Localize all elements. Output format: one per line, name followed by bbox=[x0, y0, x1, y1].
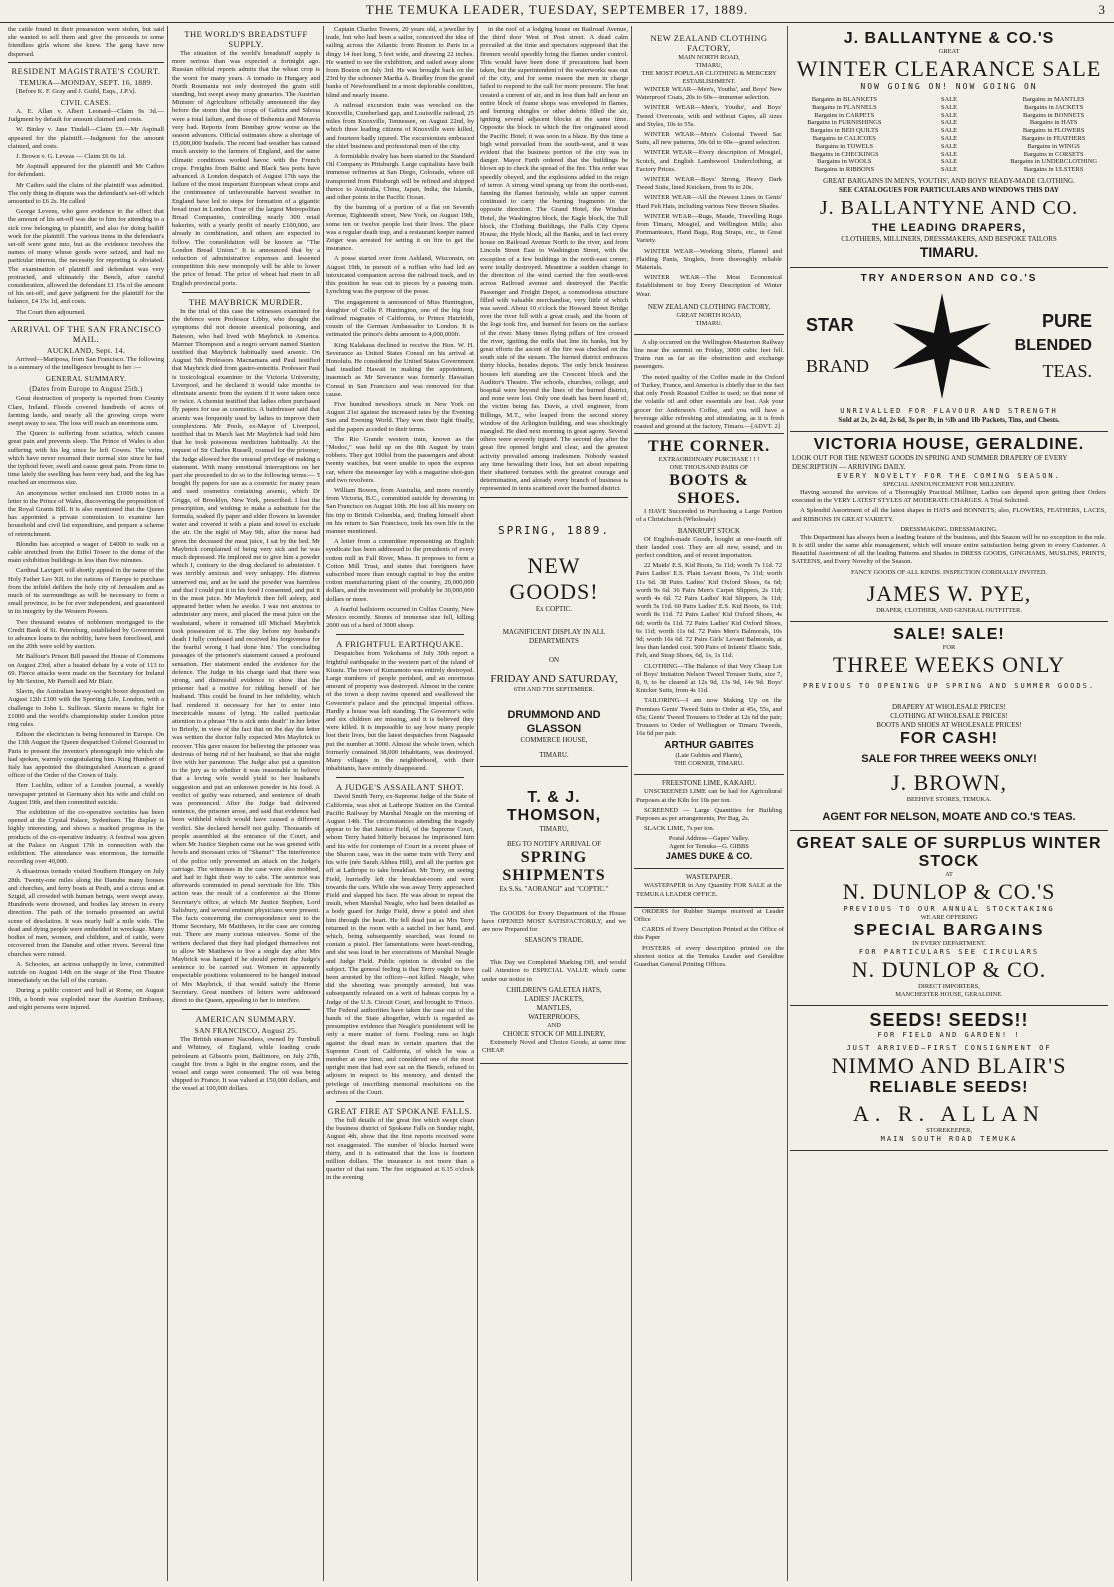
ad-text: SALE FOR THREE WEEKS ONLY! bbox=[861, 752, 1037, 765]
ad-text: Of English-made Goods, bought at one-fourth off their landed cost. They are all new, sound, and in perfect condition, and of recent importation. bbox=[636, 535, 782, 559]
dateline: TEMUKA—MONDAY, SEPT. 16, 1889. bbox=[19, 77, 153, 87]
ad-name: N. DUNLOP & CO. bbox=[851, 956, 1047, 982]
article-text: A slip occurred on the Wellington-Masterton Railway line near the summit on Friday, 3000 cubic feet fell. Trains run as far as the obstruction and exchange passengers. bbox=[634, 338, 784, 371]
ad-headline: THREE WEEKS ONLY bbox=[832, 651, 1066, 677]
ad-text: UNRIVALLED FOR FLAVOUR AND STRENGTH bbox=[840, 406, 1058, 415]
ad-text: 6TH AND 7TH SEPTEMBER. bbox=[513, 685, 595, 693]
bargain-list bbox=[792, 96, 1106, 174]
ad-text: IN EVERY DEPARTMENT. bbox=[912, 939, 986, 947]
ad-text: MAGNIFICENT DISPLAY IN ALL DEPARTMENTS bbox=[502, 627, 606, 645]
ad-headline: FRIDAY AND SATURDAY, bbox=[490, 672, 618, 685]
ad-text: PREVIOUS TO OPENING UP SPRING AND SUMMER GOODS. bbox=[802, 681, 1096, 690]
the-corner-ad bbox=[634, 433, 784, 775]
nz-clothing-ad bbox=[634, 26, 784, 335]
sale-label: SALE bbox=[940, 142, 958, 150]
ad-text: THE CORNER, TIMARU. bbox=[674, 760, 744, 768]
article-text: Blondin has accepted a wager of £4000 to walk on a cable stretched from the Eiffel Tower to the dome of the main exhibition buildings in less than five minutes. bbox=[8, 540, 164, 565]
thomson-spring-ad bbox=[480, 767, 628, 1065]
bargain-item-right: Bargains in CORSETS bbox=[1023, 150, 1084, 158]
article-text: A railroad excursion train was wrecked on the Knoxville, Cumberland gap, and Louisville railroad, 25 miles from Knoxville, Tennessee, on August 22nd, by which three leading citizens of Knoxville were killed, and fourteen badly injured. The excursionists embraced the chief business and professional men of the city. bbox=[326, 101, 474, 150]
article-text: A fearful hailstorm occurred in Colfax County, New Mexico recently. Stones of immense size fell, killing 2000 out of a herd of 3000 sheep. bbox=[326, 605, 474, 630]
ad-text: WINTER WEAR—The Most Economical Establishment to buy Every Description of Winter Wear. bbox=[636, 274, 782, 298]
column-2 bbox=[172, 26, 320, 1581]
ad-text: 22 Maids' E.S. Kid Boots, 5s 11d; worth 7s 11d. 72 Pairs Ladies' E.S. Plain Levant Boots, 7s 11d; worth 11s 6d. 38 Pairs Ladies' Kid Oxford Shoes, 6s 6d; worth 9s 6d. 36 Pairs Men's Carpet Slippers, 2s 11d; worth 4s 6d. 72 Pairs Ladies' Kid Slippers, 3s 11d; worth 5s 11d. 60 Pairs Ladies' E.S. Kid Boots, 6s 11d; worth 8s 11d. 72 Pairs Ladies' Kid Oxford Shoes, 4s 6d; worth 6s 11d. 72 Pairs Ladies' Kid Oxford Shoes, 6s 11d; worth 11s 6d. 72 Pairs Men's Balmorals, 10s 9d; worth 16s 6d. 72 Pairs Girls' Levant Balmorals, at less than landed cost. 500 Pairs of Infants' Elastic Side, Felt, and Strap Shoes, 6d, 1s, 1s 11d. bbox=[636, 562, 782, 660]
column-5 bbox=[634, 26, 784, 1581]
ad-text: Agent for Temuka—G. GIBBS bbox=[669, 843, 749, 851]
article-heading: RESIDENT MAGISTRATE'S COURT. bbox=[11, 65, 161, 76]
article-text: By the burning of a portion of a flat on Seventh Avenue, Eighteenth street, New York, on August 19th, some ten or twelve people lost their lives. The place was a regular death trap, and a restaurant keeper named Zeiger was arrested for setting it on fire to get the insurance. bbox=[326, 204, 474, 253]
ad-text: SLACK LIME, 7s per ton. bbox=[644, 825, 715, 833]
column-4 bbox=[480, 26, 628, 1581]
ad-text: AND bbox=[547, 1021, 561, 1029]
ad-text: TIMARU, bbox=[695, 62, 723, 69]
ad-text: SCREENED — Large Quantities for Building Purposes as per arrangements, Per Bag, 2s. bbox=[636, 806, 782, 822]
article-text: A disastrous tornado visited Southern Hungary on July 28th. Twenty-one miles along the Danube many houses and churches, and ferry boats at Pesth, and a circus and at Szigid, all crowded with human beings, were swept away. Hundreds were drowned, and bodies lay strewn in every direction. The path of the tornado presented an awful scene of desolation. It was nearly half a mile wide. The dead and dying people were embedded in wreckage. Many bodies of men, women, and children, and of cattle, were recovered from the Danube and other rivers. Several fine churches were ruined. bbox=[8, 868, 164, 958]
bargain-item-left: Bargains in FURNISHINGS bbox=[807, 119, 882, 127]
ad-text: CLOTHING—The Balance of that Very Cheap Lot of Boys' Imitation Nelson Tweed Trouser Suits, size 7, 8, 9, to be cleared at 12s 9d, 13s 9d, 14s 9d. Boys' Knicker Suits, from 4s 11d. bbox=[636, 662, 782, 695]
section-note: (Dates from Europe to August 25th.) bbox=[29, 385, 143, 394]
sale-label: SALE bbox=[940, 166, 958, 174]
ad-text: (Late Gubites and Plante), bbox=[675, 752, 743, 760]
ad-text: BEG TO NOTIFY ARRIVAL OF bbox=[507, 839, 601, 848]
column-rule bbox=[167, 26, 168, 1581]
ad-text: DRESSMAKING. DRESSMAKING. bbox=[900, 525, 998, 533]
article-text: Edison the electrician is being honoured in Europe. On the 13th August the Queen despatched Colonel Gouraud to Paris to present the inventor's phonograph into which she had spoken, warmly congratulating him. King Humbert of Italy has appointed the distinguished American a grand officer of the Order of the Crown of Italy. bbox=[8, 731, 164, 780]
bargain-item-right: Bargains in FLOWERS bbox=[1022, 127, 1085, 135]
ad-text: WINTER WEAR—Boys' Strong, Heavy Dark Tweed Suits, lined Knickers, from 9s to 20s. bbox=[636, 176, 782, 192]
ad-name: FREESTONE LIME, KAKAHU. bbox=[662, 779, 756, 788]
bargain-item-left: Bargains in RIBBONS bbox=[814, 166, 875, 174]
ad-text: FANCY GOODS OF ALL KINDS. INSPECTION CORDIALLY INVITED. bbox=[850, 568, 1048, 576]
article-text: A posse started over from Ashland, Wisconsin, on August 19th, in pursuit of a ruffian who had led an intoxicated companion across the railroad track, and in this position he was cut to pieces by a passing train. Lynching was the purpose of the posse. bbox=[326, 255, 474, 296]
section-heading: GENERAL SUMMARY. bbox=[45, 374, 127, 384]
ad-banner: SPRING, 1889. bbox=[497, 523, 611, 537]
article-text: Herr Lochlin, editor of a London journal, a weekly newspaper printed in Germany shot his wife and child on August 19th, and then committed suicide. bbox=[8, 782, 164, 806]
article-text: The exhibition of the co-operative societies has been opened at the Crystal Palace, Sydenham. The display is highly interesting, and shows a marked progress in the products of the co-operative industry. A festival was given at the Palace on August 17th in connection with the exhibition. The attendance was enormous, the turnstile recording over 40,000. bbox=[8, 809, 164, 866]
ad-name: NIMMO AND BLAIR'S bbox=[831, 1052, 1067, 1078]
dateline: SAN FRANCISCO, August 25. bbox=[194, 1026, 298, 1036]
bargain-item-right: Bargains in FEATHERS bbox=[1021, 134, 1086, 142]
masthead bbox=[0, 0, 1114, 23]
ad-text: The GOODS for Every Department of the House have OPENED MOST SATISFACTORILY, and we are now Prepared for bbox=[482, 909, 626, 933]
bargain-item-left: Bargains in TOWELS bbox=[815, 142, 874, 150]
article-text: King Kalakaua declined to receive the Hon. W. H. Severance as United States Consul on his arrival at Honolulu. He considered the United States Government had insulted Hawaii in making the appointment, inasmuch as Mr Severance was formerly Hawaiian Consul in San Francisco and was removed for that cause. bbox=[326, 341, 474, 398]
ad-text: STAR bbox=[806, 314, 854, 335]
ad-text: WINTER WEAR—All the Newest Lines in Gents' Hard Felt Hats, including various New Brown Shades. bbox=[636, 194, 782, 210]
ad-text: FOR bbox=[942, 643, 956, 651]
ad-text: MAIN SOUTH ROAD TEMUKA bbox=[880, 1134, 1018, 1143]
article-text: During a public concert and ball at Rome, on August 19th, a bomb was exploded near the Austrian Embassy, and eight persons were injured. bbox=[8, 987, 164, 1011]
bargain-item-right: Bargains in ULSTERS bbox=[1023, 166, 1084, 174]
ad-text: TIMARU, bbox=[539, 824, 569, 833]
victoria-house-ad bbox=[790, 432, 1108, 622]
article-text: The full details of the great fire which swept clean the business district of Spokane Falls on Sunday night, August 4th, show that the first reports received were not exaggerated. The number of blocks burned were thirty, and it is estimated that the loss is fourteen million dollars. The insurance is not more than a quarter of that sum. The fire originated at 6.15 o'clock in the evening bbox=[326, 1116, 474, 1182]
article-text: The British steamer Nacodees, owned by Turnbull and Whitney, of England, while loading crude petroleum at Gibson's point, Baltimore, on July 27th, caught fire from a light in the engine room, and the vessel and cargo were consumed. The oil was being shipped to France. It was valued at 150,000 dollars, and the vessel at 100,000 dollars. bbox=[172, 1036, 320, 1093]
lime-ad bbox=[634, 775, 784, 869]
bargain-item-left: Bargains in FLANNELS bbox=[812, 103, 877, 111]
ad-name: J. BROWN, bbox=[891, 769, 1007, 795]
ad-text: TEAS. bbox=[1042, 360, 1092, 381]
article-heading: THE WORLD'S BREADSTUFF SUPPLY. bbox=[184, 29, 308, 49]
sale-label: SALE bbox=[940, 150, 958, 158]
ad-name: THE CORNER. bbox=[647, 438, 771, 456]
seeds-ad bbox=[790, 1006, 1108, 1151]
ad-text: ON bbox=[548, 655, 560, 664]
article-text: David Smith Terry, ex-Supreme Judge of the State of California, was shot at Lathrope Station on the Central Pacific Railway by Marshal Neagle on the morning of August 14th. The circumstances attending the tragedy appear to be that Justice Field, of the Supreme Court, whom Terry hated bitterly because he imprisoned him and his wife for contempt of Court in a recent phase of the Sharon case, was in the same train with Terry and his wife (née Sarah Althea Hill), and all the parties got off at Lathrope to take breakfast. Mr Terry, on seeing Field, hurriedly left the breakfast-room and went towards the cars. While she was away Terry approached Field and slapped his face. He was about to repeat the insult, when Marshal Neagle, who had been detailed as a body guard for Judge Field, drew a pistol and shot him through the heart. He fell dead just as Mrs Terry returned to the room with a satchel in her hand, and which, being subsequently searched, was found to contain a pistol. Her lamentations were heart-rending, and she was loud in her execrations of Marshal Neagle and Judge Field. Public opinion is divided on the subject. The general feeling is that Terry ought to have been arrested by the officer—not killed. Neagle, who did the shooting was promptly arrested, but was subsequently released on a writ of habeas corpus by a Judge of the U.S. Circuit Court, and brought to 'Frisco. The Federal authorities have taken the case out of the hands of the State altogether, which is regarded as presumptive evidence that Neagle's punishment will be only a mere matter of form. Feeling runs so high against the dead man in certain quarters that the Supreme Court of California, of which he was a member at one time, and considered one of the most upright men that had ever sat on the Bench, refused to adjourn in respect to his memory, and denied the privilege of inscribing memorial resolutions on the archives of the Court. bbox=[326, 793, 474, 1096]
ad-text: PREVIOUS TO OUR ANNUAL STOCKTAKING bbox=[843, 904, 1055, 913]
article-text: A letter from a committee representing an English syndicate has been addressed to the presidents of every cotton mill in Fall River, Mass. It proposes to form a Cotton Mill Trust, and states that foreigners have subscribed more than enough capital to buy the entire cotton manufacturing plant of the country, 20,000,000 dollars, and the investment will probably be 30,000,000 dollars or more. bbox=[326, 538, 474, 603]
ad-text: LOOK OUT FOR THE NEWEST GOODS IN SPRING AND SUMMER DRAPERY OF EVERY DESCRIPTION — ARRIVING DAILY. bbox=[792, 453, 1068, 471]
ad-headline: FOR CASH! bbox=[900, 729, 998, 747]
ad-text: DRAPER, CLOTHIER, AND GENERAL OUTFITTER. bbox=[876, 606, 1022, 614]
ad-text: WINTER WEAR—Every description of Mosgiel, Scotch, and English Lambswool Underclothing, at Factory Prices. bbox=[636, 149, 782, 173]
wastepaper-ad bbox=[634, 869, 784, 907]
dateline: AUCKLAND, Sept. 14. bbox=[47, 345, 125, 355]
ad-name: NEW ZEALAND CLOTHING FACTORY, bbox=[650, 33, 768, 53]
anderson-tea-ad bbox=[790, 268, 1108, 432]
ad-headline: GREAT SALE OF SURPLUS WINTER STOCK bbox=[796, 834, 1102, 870]
ad-name: J. BALLANTYNE AND CO. bbox=[819, 196, 1079, 219]
ad-text: EXTRAORDINARY PURCHASE ! ! ! bbox=[658, 456, 760, 464]
ad-text: ONE THOUSAND PAIRS OF bbox=[669, 464, 749, 472]
article-text: Arrived—Mariposa, from San Francisco. The following is a summary of the intelligence brought to her :— bbox=[8, 355, 164, 372]
column-3 bbox=[326, 26, 474, 1581]
sale-label: SALE bbox=[940, 158, 958, 166]
ad-text: TAILORING—I am now Making Up on the Premises Gents' Tweed Suits to Order at 45s, 55s, and 65s; Gents' Tweed Trousers to Order at 12s 6d the pair; Trousers to Order of Wellington or Timaru Tweeds, 16s 6d per pair. bbox=[636, 697, 782, 738]
ad-text: GREAT bbox=[938, 48, 960, 55]
bargain-item-right: Bargains in HATS bbox=[1029, 119, 1078, 127]
ad-headline: SALE! SALE! bbox=[893, 625, 1005, 643]
ad-headline: RELIABLE SEEDS! bbox=[869, 1078, 1029, 1096]
section-heading: CIVIL CASES. bbox=[60, 98, 112, 108]
ad-headline: SPRING SHIPMENTS bbox=[502, 848, 606, 884]
ad-text: GREAT BARGAINS IN MEN'S, YOUTHS', AND BOYS' READY-MADE CLOTHING. bbox=[823, 176, 1075, 185]
masthead-title: THE TEMUKA LEADER, TUESDAY, SEPTEMBER 17, 1889. bbox=[365, 2, 749, 17]
article-text: J. Brown v. G. Leveas — Claim £6 0s 1d. bbox=[16, 153, 127, 161]
ad-text: WINTER WEAR—Rugs, Maude, Travelling Rugs from Timaru, Mosgiel, and Wellington Mills; also Portmanteaux, Hand Bags, Rug Straps, etc., in Great Variety. bbox=[636, 212, 782, 245]
sale-label: SALE bbox=[940, 96, 958, 103]
ad-text: FOR FIELD AND GARDEN! ! bbox=[877, 1030, 1021, 1039]
article-text: Mr Balfour's Prison Bill passed the House of Commons on August 23rd, after a heated debate by a vote of 113 to 69. Fierce attacks were made on the Secretary for Ireland by Mr Sexton, Mr Parnell and Mr Blair. bbox=[8, 653, 164, 685]
dunlop-ad bbox=[790, 831, 1108, 1006]
bargain-item-right: Bargains in UNDERCLOTHING bbox=[1010, 158, 1098, 166]
ad-headline: SEEDS! SEEDS!! bbox=[869, 1009, 1029, 1030]
ad-name: J. BALLANTYNE & CO.'S bbox=[843, 30, 1055, 47]
tea-star-row bbox=[792, 285, 1106, 407]
ad-text: SEASON'S TRADE. bbox=[524, 936, 584, 945]
bargain-item-left: Bargains in CARPETS bbox=[814, 111, 875, 119]
article-text: The Queen is suffering from sciatica, which causes great pain and prevents sleep. The Prince of Wales is also suffering with his leg since he left Cowes. The veins, which have never resumed their normal size since he had the typhoid fever, swell and cause great pain. From time to time lately the swelling has been very bad, and the leg has reached an enormous size. bbox=[8, 430, 164, 487]
notice-text: POSTERS of every description printed on the shortest notice at the Temuka Leader and Geraldine Guardian General Printing Offices. bbox=[634, 944, 784, 969]
ad-text: GREAT NORTH ROAD, bbox=[676, 311, 742, 319]
column-rule bbox=[323, 26, 324, 1581]
ad-name: JAMES W. PYE, bbox=[866, 580, 1032, 606]
article-text: [Before K. F. Gray and J. Guild, Esqs., J.P.'s]. bbox=[16, 87, 137, 95]
sale-label: SALE bbox=[940, 127, 958, 135]
ad-text: Ex COPTIC. bbox=[535, 604, 573, 613]
ad-name: N. DUNLOP & CO.'S bbox=[842, 878, 1056, 904]
drummond-glasson-ad bbox=[480, 501, 628, 767]
ad-name: ARTHUR GABITES bbox=[664, 740, 754, 752]
ad-text: MANCHESTER HOUSE, GERALDINE. bbox=[895, 990, 1003, 998]
ad-text: DRAPERY AT WHOLESALE PRICES! bbox=[891, 702, 1007, 711]
bargain-item-left: Bargains in WOOLS bbox=[817, 158, 872, 166]
ad-text: JUST ARRIVED—FIRST CONSIGNMENT OF bbox=[846, 1043, 1052, 1052]
article-text: Captain Charles Towers, 20 years old, a jeweller by trade, but who had been a sailor, conceived the idea of sailing across the Atlantic from Boston to Paris in a dingy 14 feet long, 5 feet wide, and drawing 22 inches. He wanted to see the exhibition, and sailed away alone from Boston on July 3rd. He was brought back on the 23rd by the schooner Martha A. Bradley from the grand banks of Newfoundland in a most deplorable condition, blind and nearly insane. bbox=[326, 26, 474, 99]
ad-text: STOREKEEPER, bbox=[926, 1126, 972, 1134]
column-rule bbox=[787, 26, 788, 1581]
ad-text: BRAND bbox=[806, 355, 870, 376]
ad-text: WINTER WEAR—Working Shirts, Flannel and Plaiding Pants, Singlets, from thoroughly reliable Materials. bbox=[636, 247, 782, 272]
sale-label: SALE bbox=[940, 111, 958, 119]
bargain-item-left: Bargains in CALICOES bbox=[812, 134, 876, 142]
column-rule bbox=[631, 26, 632, 1581]
notice-text: ORDERS for Rubber Stamps received at Leader Office bbox=[634, 907, 784, 924]
ballantyne-ad bbox=[790, 26, 1108, 268]
star-logo-icon bbox=[887, 291, 997, 401]
article-heading: ARRIVAL OF THE SAN FRANCISCO MAIL. bbox=[10, 323, 162, 344]
ad-text: BEEHIVE STORES, TEMUKA. bbox=[906, 795, 992, 803]
ad-text: TIMARU. bbox=[695, 319, 723, 327]
ad-headline: WINTER CLEARANCE SALE bbox=[796, 56, 1102, 81]
bargain-item-right: Bargains in BONNETS bbox=[1023, 111, 1085, 119]
article-text: A. E. Allan v. Albert Leonard—Claim 9s 3d.—Judgment by default for amount claimed and costs. bbox=[8, 108, 164, 124]
article-text: Mr Cathro said the claim of the plaintiff was admitted. The only thing in dispute was the defendant's set-off which amounted to £6 2s. He called bbox=[8, 181, 164, 206]
ad-text: LADIES' JACKETS, bbox=[524, 994, 584, 1003]
ad-text: I HAVE Succeeded in Purchasing a Large Portion of a Christchurch (Wholesale) bbox=[636, 508, 782, 524]
article-text: Mr Aspinall appeared for the plaintiff and Mr Cathro for defendant. bbox=[8, 163, 164, 179]
ad-name: NEW ZEALAND CLOTHING FACTORY, bbox=[647, 302, 771, 311]
ad-text: TRY ANDERSON AND CO.'S bbox=[860, 272, 1038, 284]
bargain-item-left: Bargains in CHECKINGS bbox=[810, 150, 879, 158]
article-heading: THE MAYBRICK MURDER. bbox=[188, 296, 304, 307]
column-6 bbox=[790, 26, 1108, 1581]
ad-text: WINTER WEAR—Men's, Youths', and Boys' New Waterproof Coats, 20s to 60s—immense selection. bbox=[636, 86, 782, 102]
article-text: Two thousand estates of noblemen mortgaged to the Credit Bank of St. Petersburg, established by Government to advance loans to the nobility, have been foreclosed, and on the 20th were sold by auction. bbox=[8, 618, 164, 651]
ad-text: Having secured the services of a Thoroughly Practical Milliner, Ladies can depend upon getting their Orders executed in the VERY LATEST STYLES AT MODERATE CHARGES. A Trial Solicited. bbox=[792, 488, 1106, 505]
ad-name: VICTORIA HOUSE, GERALDINE. bbox=[813, 435, 1085, 453]
ad-text: SEE CATALOGUES FOR PARTICULARS AND WINDOWS THIS DAY bbox=[839, 185, 1059, 194]
article-text: William Bowen, from Australia, and more recently from Victoria, B.C., committed suicide by drowning in San Francisco on August 10th. He lost all his money on his trip to British Columbia, and, finding himself short on his return to San Francisco, took his own life in the manner mentioned. bbox=[326, 486, 474, 535]
ad-name: DRUMMOND AND GLASSON bbox=[507, 708, 601, 735]
ad-text: WE ARE OFFERING bbox=[920, 913, 978, 921]
ad-text: WATERPROOFS, bbox=[528, 1012, 580, 1021]
page-number: 3 bbox=[1098, 2, 1106, 17]
notice-text: CARDS of Every Description Printed at the Office of this Paper bbox=[634, 926, 784, 942]
ad-text: This Day we Completed Marking Off, and would call Attention to ESPECIAL VALUE which came under our notice in bbox=[482, 959, 626, 983]
article-text: George Levens, who gave evidence to the effect that the amount of his set-off was due to him for attending to a sick cow belonging to plaintiff, and also for doing bailiff work for the plaintiff. The various items in the defendant's set-off were gone into, but as the evidence involves the names of many whose goods were seized, and had no particular interest, the necessity for reporting is obviated. The examination of plaintiff and defendant was very protracted, and ultimately the Bench, after careful consideration, allowed the defendant £1 15s of the amount of his set-off, and gave judgment for the plaintiff for the balance, £4 15s 1d, and costs. bbox=[8, 208, 164, 306]
ad-name: JAMES DUKE & CO. bbox=[665, 851, 753, 862]
ad-text: Extremely Novel and Choice Goods, at same time CHEAP. bbox=[482, 1038, 626, 1054]
ad-name: A. R. ALLAN bbox=[853, 1100, 1045, 1126]
article-text: A formidable rivalry has been started to the Standard Oil Company in Pittsburgh. Large capitalists have built immense refineries at San Diego, Colorado, where oil transported from Pittsburgh will be refined and shipped thence to Australia, China, Japan, India, the Islands, and other points in the Pacific Ocean. bbox=[326, 153, 474, 202]
ad-text: Postal Address—Gapes' Valley. bbox=[668, 835, 750, 843]
column-1 bbox=[8, 26, 164, 1581]
ad-text: SPECIAL ANNOUNCEMENT FOR MILLINERY. bbox=[883, 480, 1015, 488]
article-text: In the trial of this case the witnesses examined for the defence were Professor Libby, who thought the symptoms did not denote arsenical poisoning, and Bateson, who had lived with Maybrick in America. Marmer Thompson and a negro servant named Stanton testified that Maybrick habitually used arsenic. On August 5th Professors Macnamara and Paul testified that Maybrick died from gastro-enteritis. Professor Paul is toxicological examiner in the Victoria University, Liverpool, and he declared it would take months to eliminate arsenic from the system if it were taken once or twice. A chemist testified that ladies often purchased fly papers for use as cosmetics. A hairdresser said that arsenic was frequently used by ladies to improve their complexions. Mr Pools, ex-Mayor of Liverpool, testified that in March last Mr Maybrick had told him that he took poisonous medicines habitually. At the request of Sir Charles Russell, counsel for the prisoner, the Judge allowed her the unusual privilege of making a statement. With many emotional interruptions on her part she proceeded to do so to the following terms:— 'I bought fly papers for use as a cosmetic for many years and used cosmetics containing arsenic, which Dr Griggs, of Brooklyn, New York, prescribed. I lost the prescription, and wishing to make a substitute for the formula, soaked fly paper and elder flowers in lavender water and covered it with a plate and towel to exclude the air. On the night of May 9th, after the nurse had given the deceased the meat juice, I sat by the bed. Mr Maybrick complained of being very sick and he was much depressed. He implored me to give him a powder which I, contrary to the drug declared to administer. I was terribly anxious and very unhappy. His distress unnerved me, and as he said the powder was harmless and that I could put it in his food I consented, and put it in the meat juice. Mr Maybrick then fell asleep, and appeared better when he awoke. I was not anxious to administer any more, and placed the meat juice on the washstand, where it remained till Michael Maybrick took possession of it. The day before my husband's death I fully confessed and received his forgiveness for the fearful wrong I had done him.' The concluding passages of the prisoner's statement caused a profound sensation. Her statement ended the evidence for the defence. The Judge in his charge said that there was strong, and distressful evidence to show that the prisoner had a motive for ridding herself of her husband. This could be found in her infidelity, which had rendered it necessary for her to enter into inextricable means of lying. He called particular attention to a phrase "He is sick unto death" in her letter to Brierly, in view of the fact that on the day the letter was written the doctor fully expected Mrs Maybrick to recover. This gave reason for believing the prisoner was desirous of being rid of her husband, so that she might live with her paramour. The Judge also put a question to the jury as to whether it was reasonable to believe that a loving wife would yield to her husband's suggestion and put an unknown powder in his food. A verdict of guilty was returned, and sentence of death was pronounced. After the Judge had delivered sentence, the prisoner arose, and said that evidence had been withheld which would have caused a different verdict. She declared herself not guilty. Thousands of people assembled at the entrance of the Court, and when Mr Justice Stephen came out he was greeted with howls and incessant cries of "Shame!" The interference of the police only prevented an attack on the Judge's carriage. The witnesses in the case were also mobbed, and had to fight their way to cabs. The sentence was afterwards commuted to penal servitude for life. This action was the result of a conference at the Home Secretary's office, at which Mr Justice Stephen, Lord Salisbury, and several eminent physicians were present. The facts concerning the correspondence sent to the Home Secretary, Mr Matthews, in the case are coming out. There are many curious missives. Some of the writers declared that they had pledged themselves not to allow Mr Matthews to live a single day after Mrs Maybrick was hanged if he should permit the Judge's sentence to be carried out. Women in apparently respectable positions volunteered to be hanged instead of Mrs Maybrick, if that would satisfy the Home Secretary. Great numbers of letters were addressed direct to the Queen, appealing to her to interfere. bbox=[172, 307, 320, 1004]
bargain-item-right: Bargains in JACKETS bbox=[1024, 103, 1084, 111]
article-heading: A JUDGE'S ASSAILANT SHOT. bbox=[335, 782, 464, 793]
ad-text: WINTER WEAR—Men's, Youths', and Boys' Tweed Overcoats, with and without Capes, all sizes and Styles, 10s to 55s. bbox=[636, 104, 782, 128]
ad-text: AGENT FOR NELSON, MOATE AND CO.'S TEAS. bbox=[822, 810, 1076, 823]
bargain-item-left: Bargains in BLANKETS bbox=[811, 96, 877, 103]
article-heading: GREAT FIRE AT SPOKANE FALLS. bbox=[327, 1105, 473, 1116]
article-text: The situation of the world's breadstuff supply is more serious than was expected a fortnight ago. Russian official reports admits that the wheat crop is the worst for many years. A tornado in Hungary and North Roumania not only destroyed the grain still standing, but swept away many granaries. The Austrian Minister of Agriculture officially announced the day before the storm that the crops of Galicia and Silesia were a total failure, and those of Bohemia and Moravia very bad. Reports from Bombay grow worse as the season advances. Official estimates show a shortage of 15,000,000 bushels. The recent bad weather has caused much anxiety to the farmers of England, and the same climatic conditions worked havoc with the French crops. Freights from Baltic and Black Sea ports have advanced. A London despatch of August 17th says the failure of the most important European wheat crops and the continuance of unfavourable harvest weather in England have led to steps for formation of a gigantic bread trust in London. Four of the largest Metropolitan Bread Companies, controlling nearly 300 retail bakeries, with a yearly profit of nearly £100,000, are already in combination, and others are expected to follow. The consolidation will be known as "The London Bread Union." It is announced that by a reduction of administrative expenses and lessened competition this new monopoly will be able to lower the price of bread. The price of wheat had risen in all English provincial ports. bbox=[172, 50, 320, 287]
ad-text: CLOTHIERS, MILLINERS, DRESSMAKERS, AND BESPOKE TAILORS bbox=[841, 234, 1057, 243]
ad-text: CLOTHING AT WHOLESALE PRICES! bbox=[890, 711, 1008, 720]
article-text: An anonymous writer enclosed ten £1000 notes in a letter to the Prince of Wales, discovering the proposition of the Royal Grants Bill. It is also mentioned that the Queen has appointed a private commission to examine her household and civil list expenditure, and prepare a scheme of retrenchment. bbox=[8, 489, 164, 538]
article-text: A. Schootes, an actress unhappily in love, committed suicide on August 14th on the stage of the First Theatre immediately on the fall of the curtain. bbox=[8, 960, 164, 985]
article-text: The Court then adjourned. bbox=[16, 308, 86, 316]
ad-text: CHOICE STOCK OF MILLINERY, bbox=[502, 1029, 606, 1038]
ad-text: This Department has always been a leading feature of the business, and this Season will be no exception to the rule. It is still under the same able management, which will ensure entire satisfaction being given to every Customer. A Beautiful Assortment of all the leading Patterns and Shades in DRESS GOODS, GINGHAMS, MUSLINS, PRINTS, SATEENS, and Every Novelty of the Season. bbox=[792, 533, 1106, 566]
article-text: the cattle found in their possession were stolen, but said she wanted to sell them and give the proceeds to some friendless girls whom she knew. The gang have now dispersed. bbox=[8, 26, 164, 58]
article-text: The Rio Grande western train, known as the "Modoc," was held up on the 8th August by train robbers. They got 100lol from the passengers and about twenty watches, but were unable to open the express car, where the messenger lay with a magazine shot-gun and two revolvers. bbox=[326, 435, 474, 484]
article-text: The noted quality of the Coffee made in the Oxford of Turkey, France, and America is chiefly due to the fact that only Fresh Roasted Coffee is used; so that none of the volatile oil and other essentials are lost. Ask your grocer for Anderson's Coffee, and you will have a beverage alike refreshing and stimulating, as it is fresh roasted and ground at the factory, Timaru.—[ADVT. 2] bbox=[634, 373, 784, 430]
ad-text: Ex S.Ss. "AORANGI" and "COPTIC." bbox=[499, 884, 609, 893]
article-heading: A FRIGHTFUL EARTHQUAKE. bbox=[336, 639, 464, 650]
ad-text: EVERY NOVELTY FOR THE COMING SEASON. bbox=[837, 471, 1061, 480]
ad-text: THE LEADING DRAPERS, bbox=[871, 221, 1027, 234]
ad-text: A Splendid Assortment of all the latest shapes in HATS and BONNETS; also, FLOWERS, FEATHERS, LACES, and RIBBONS IN GREAT VARIETY. bbox=[792, 507, 1106, 523]
ad-text: AT bbox=[945, 870, 953, 878]
article-text: W. Binley v. Jane Tindall—Claim £9.—Mr Aspinall appeared for the plaintiff.—Judgment for the amount claimed, and costs. bbox=[8, 126, 164, 150]
ad-text: WINTER WEAR—Men's Colonial Tweed Sac Suits, all new patterns, 30s 6d to 60s—grand selection. bbox=[636, 131, 782, 147]
ad-text: DIRECT IMPORTERS, bbox=[918, 982, 980, 990]
ad-text: BLENDED bbox=[1014, 336, 1092, 354]
ad-text: CHILDREN'S GALETEA HATS, bbox=[506, 985, 602, 994]
ad-headline: NEW GOODS! bbox=[509, 552, 599, 604]
ad-text: TIMARU. bbox=[919, 243, 979, 260]
ad-text: TIMARU. bbox=[539, 750, 569, 759]
ad-name: WASTEPAPER. bbox=[685, 873, 733, 882]
article-text: Slavin, the Australian heavy-weight boxer deposited on August 12th £100 with the Sporting Life, London, with a challenge to John L. Sullivan. Slavin means to fight for £1000 and the world's championship under London prize ring rules. bbox=[8, 688, 164, 729]
bargain-item-right: Bargains in MANTLES bbox=[1022, 96, 1085, 103]
article-text: Five hundred newsboys struck in New York on August 21st against the increased rates by the Evening Sun and Evening World. They won their fight finally, and the papers acceded to their terms. bbox=[326, 400, 474, 433]
brown-sale-ad bbox=[790, 622, 1108, 831]
ad-text: THE MOST POPULAR CLOTHING & MERCERY ESTABLISHMENT. bbox=[641, 70, 777, 85]
sale-label: SALE bbox=[940, 134, 958, 142]
article-text: Despatches from Yokohama of July 30th report a frightful earthquake in the western part of the island of Kiusiu. The town of Kumamoto was entirely destroyed. Large numbers of people perished, and an enormous amount of property was destroyed. Almost in the centre of the town a deep ravine opened and swallowed the Governor's palace and the principal imperial offices. Hardly a house was left standing. The Governor's wife and six children are missing, and it is believed they were killed. It is impossible to say how many people lost their lives, but the latest despatches from Nagasaki put the number at 3000. Almost the whole town, which formerly contained 38,000 inhabitants, was destroyed. Many villages in the neighborhood, with their inhabitants, have entirely disappeared. bbox=[326, 650, 474, 773]
bargain-item-left: Bargains in BED QUILTS bbox=[810, 127, 879, 135]
ad-text: BOOTS AND SHOES AT WHOLESALE PRICES! bbox=[876, 720, 1022, 729]
ad-headline: BOOTS & SHOES. bbox=[669, 472, 749, 508]
article-text: Great destruction of property is reported from County Clare, Ireland. Floods covered hundreds of acres of farming lands, and nearly all the growing crops were swept away to sea. The loss will reach an enormous sum. bbox=[8, 395, 164, 427]
sale-label: SALE bbox=[940, 119, 958, 127]
column-rule bbox=[477, 26, 478, 1581]
bargain-item-right: Bargains in WINGS bbox=[1027, 142, 1080, 150]
ad-text: MANTLES, bbox=[536, 1003, 572, 1012]
ad-headline: SPECIAL BARGAINS bbox=[853, 921, 1045, 939]
sale-label: SALE bbox=[940, 103, 958, 111]
article-text: The engagement is announced of Miss Huntington, daughter of Collis P. Huntington, one of the big four railroad magnates of California, to Prince Hatzfeldt, cousin of the German Ambassador to London. It is estimated the prince's debts amount to 4,000,000fr. bbox=[326, 298, 474, 339]
ad-text: MAIN NORTH ROAD, bbox=[678, 54, 740, 61]
ad-text: UNSCREENED LIME can be had for Agricultural Purposes at the Kiln for 10s per ton. bbox=[636, 788, 782, 804]
ad-text: BANKRUPT STOCK bbox=[677, 526, 741, 535]
article-text: in the roof of a lodging house on Railroad Avenue, the third door West of Post street. A dead calm prevailed at the time and spectators supposed that the firemen would speedily bring the flames under control. This would have been done if precautions had been taken, but the superintendent of the waterworks was out of the city, and for some reason the men in charge failed to respond to the call for more pressure. The heat created a current of air, and in less than half an hour an entire block of frame shops was enveloped in flames, and burning shingles or other debris filled the air, igniting several adjacent blocks at the same time. Opposite the block in which the fire originated stood the Pacific Hotel; it was soon in a blaze. By this time a high wind prevailed from the south-west, and it was evident that the business portion of the city was in danger. Mayor Furth ordered that the buildings be blown up to check the spread of the fire. This order was speedily obeyed, and the explosions added to the reign of terror. A strong wind sprang up from the north-east, fanning the flames furiously, while an upper current continued to carry the burning fragments in the opposite direction. The Grand Hotel, the Windsor Hotel, the Washington block, the Eagle block, the Tull block, the Clothing Buildings, the Falls City Opera House, the Hyde block, all the Banks, and in fact every house on Railroad Avenue North to the river, and from Lincoln Street East to Washington Street, with the exception of a few buildings in the north-east corner, were totally destroyed. Meantime a sudden change in the direction of the wind carried the fire south-west across Railroad avenue and destroyed the Pacific Passenger and Freight Depot, a commodious structure filled with valuable merchandise, very little of which was saved. About 10 o'clock the Howard Street Bridge over the river fell with a great crash, and the boom of the logs took fire, and burned for hours on the surface of the river. Many times flying pillars of fire crossed the river, igniting the mills that line its banks, but by great efforts the ascent of the fire was checked on the south side of the stream. The burned district embraces thirty blocks, besides depots. The only brick business houses left standing are the Crescent block and the Auditor's Theatre. The schools, churches, college, and hospital were beyond the lines of the burned district, and none were lost. Only one death has been heard of, the victim being Jas. Davis, a civil engineer, from Billings, M.T., who leaped from the second storey window of the Arlington building, and was shockingly mangled. He died next morning in great agony. Several others were severely injured. The second day after the great fire opened bright and clear, and the greatest activity prevailed among tradesmen. Nobody wasted any time bewailing their loss, but set about repairing their shattered fortunes with the greatest courage and determination, and already every branch of business is represented in tents scattered over the burned district. bbox=[480, 26, 628, 493]
ad-text: COMMERCE HOUSE, bbox=[520, 735, 588, 744]
ad-name: T. & J. THOMSON, bbox=[506, 788, 602, 824]
article-heading: AMERICAN SUMMARY. bbox=[195, 1014, 297, 1025]
ad-text: Sold at 2s, 2s 4d, 2s 6d, 3s per lb, in ½lb and 1lb Packets, Tins, and Chests. bbox=[838, 415, 1060, 424]
ad-text: WASTEPAPER in Any Quantity FOR SALE at the TEMUKA LEADER OFFICE. bbox=[636, 882, 782, 898]
ad-text: NOW GOING ON! NOW GOING ON bbox=[860, 82, 1038, 91]
article-text: Cardinal Lavigeri will shortly appeal in the name of the Holy Father Leo XII. to the nations of Europe to purchase from the infidel defilers the holy city of Jerusalem and as much of its surroundings as will be necessary to form a small province, to be for ever independent, and guaranteed in its integrity by the Western Powers. bbox=[8, 567, 164, 616]
ad-text: FOR PARTICULARS SEE CIRCULARS bbox=[858, 947, 1040, 956]
ad-text: PURE bbox=[1041, 310, 1092, 331]
